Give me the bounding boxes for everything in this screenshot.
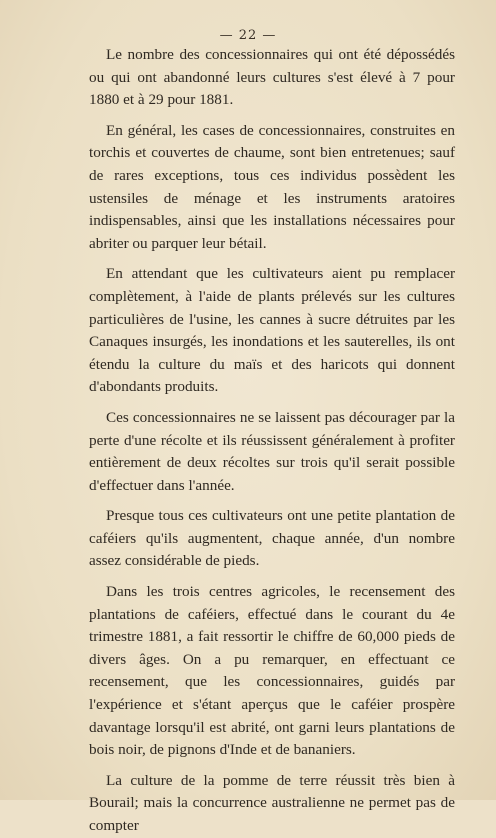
- paragraph: Ces concessionnaires ne se laissent pas décourager par la perte d'une récolte et ils réussissent généralement à profiter entièrement de deux récoltes sur trois qu'il serait possible d'effectuer dans l'année.: [89, 408, 455, 494]
- paragraph: En attendant que les cultivateurs aient pu remplacer complètement, à l'aide de plants prélevés sur les cultures particulières de l'usine, les cannes à sucre détruites par les Canaques insurgés, les inondations et les sauterelles, ils ont étendu la culture du maïs et des haricots qui donnent d'abondants produits.: [89, 265, 455, 396]
- paragraph: Dans les trois centres agricoles, le recensement des plantations de caféiers, effectué dans le courant du 4e trimestre 1881, a fait ressortir le chiffre de 60,000 pieds de divers âges. On a pu remarquer, en effectuant ce recensement, que les concessionnaires, guidés par l'expérience et s'étant aperçus que le caféier prospère davantage lorsqu'il est abrité, ont garni leurs plantations de bois noir, de pignons d'Inde et de bananiers.: [89, 583, 455, 759]
- paragraph: Le nombre des concessionnaires qui ont été dépossédés ou qui ont abandonné leurs cultures s'est élevé à 7 pour 1880 et à 29 pour 1881.: [89, 46, 455, 109]
- paragraph: En général, les cases de concessionnaires, construites en torchis et couvertes de chaume, sont bien entretenues; sauf de rares exceptions, tous ces individus possèdent les ustensiles de ménage et les instruments aratoires indispensables, ainsi que les installations nécessaires pour abriter ou parquer leur bétail.: [89, 121, 455, 252]
- page-number: — 22 —: [219, 28, 277, 43]
- paragraph: Presque tous ces cultivateurs ont une petite plantation de caféiers qu'ils augmentent, chaque année, d'un nombre assez considérable de pieds.: [89, 507, 455, 570]
- body-text: [89, 44, 455, 838]
- paragraph: La culture de la pomme de terre réussit très bien à Bourail; mais la concurrence australienne ne permet pas de compter: [89, 771, 455, 834]
